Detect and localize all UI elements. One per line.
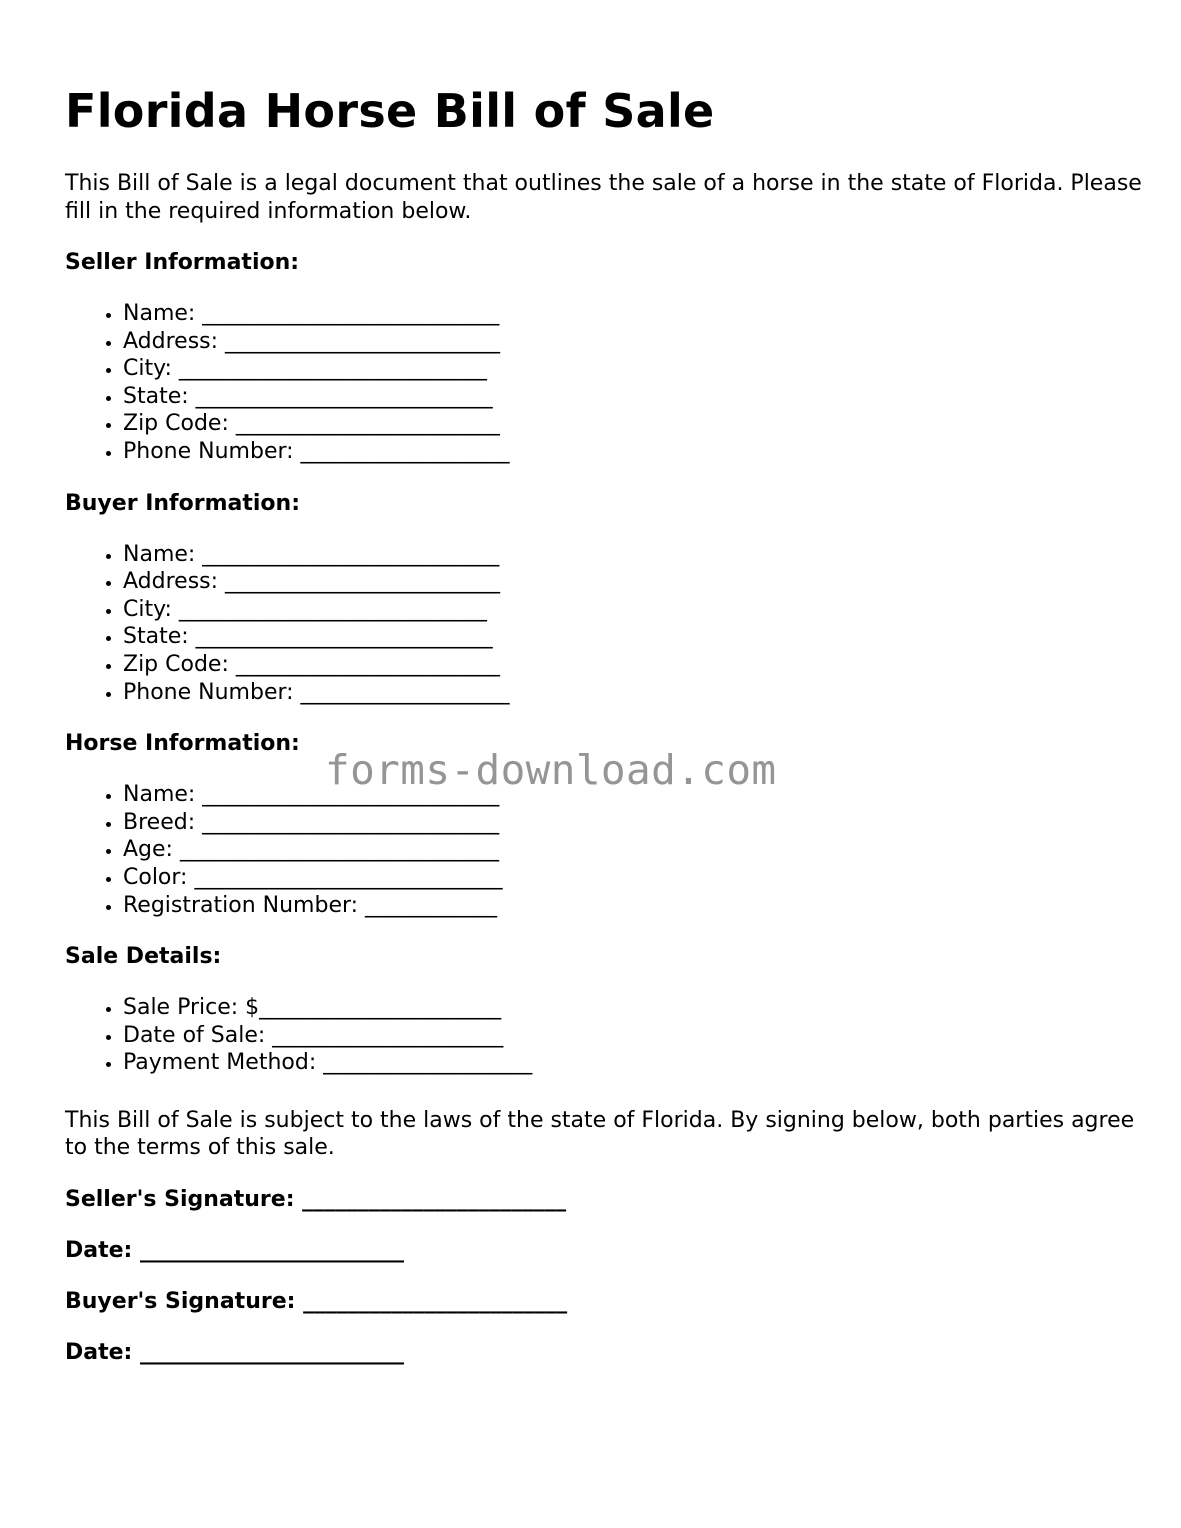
- buyer-address-field: • Address: _________________________: [123, 568, 1145, 596]
- closing-paragraph: This Bill of Sale is subject to the laws of the state of Florida. By signing below, both parties agree to the terms of this sale.: [65, 1107, 1135, 1161]
- seller-heading: Seller Information:: [65, 250, 300, 275]
- horse-heading: Horse Information:: [65, 731, 300, 757]
- sale-price-field: • Sale Price: $______________________: [123, 994, 1145, 1022]
- buyer-signature-line: Buyer's Signature: ________________________: [65, 1288, 568, 1314]
- horse-registration-field: • Registration Number: ____________: [123, 892, 1145, 920]
- horse-age-field: • Age: _____________________________: [123, 836, 1145, 864]
- document-page: [65, 82, 1145, 1366]
- seller-signature-line: Seller's Signature: ________________________: [65, 1186, 567, 1212]
- sale-fields: [65, 994, 1145, 1077]
- buyer-phone-field: • Phone Number: ___________________: [123, 679, 1145, 707]
- buyer-state-field: • State: ___________________________: [123, 623, 1145, 651]
- watermark-text: forms-download.com: [325, 746, 777, 794]
- buyer-name-field: • Name: ___________________________: [123, 541, 1145, 569]
- horse-color-field: • Color: ____________________________: [123, 864, 1145, 892]
- seller-fields: [65, 300, 1145, 466]
- document-title: Florida Horse Bill of Sale: [65, 84, 715, 138]
- buyer-date-line: Date: ________________________: [65, 1339, 405, 1365]
- intro-paragraph: This Bill of Sale is a legal document that outlines the sale of a horse in the state of Florida. Please fill in the required information below.: [65, 171, 1142, 224]
- horse-fields: [65, 781, 1145, 919]
- seller-address-field: • Address: _________________________: [123, 328, 1145, 356]
- seller-phone-field: • Phone Number: ___________________: [123, 438, 1145, 466]
- seller-state-field: • State: ___________________________: [123, 383, 1145, 411]
- buyer-zip-field: • Zip Code: ________________________: [123, 651, 1145, 679]
- buyer-fields: [65, 541, 1145, 707]
- seller-name-field: • Name: ___________________________: [123, 300, 1145, 328]
- sale-date-field: • Date of Sale: _____________________: [123, 1022, 1145, 1050]
- seller-city-field: • City: ____________________________: [123, 355, 1145, 383]
- sale-heading: Sale Details:: [65, 944, 222, 970]
- buyer-city-field: • City: ____________________________: [123, 596, 1145, 624]
- buyer-heading: Buyer Information:: [65, 490, 300, 516]
- seller-date-line: Date: ________________________: [65, 1237, 405, 1263]
- horse-name-field: • Name: ___________________________: [123, 781, 1145, 809]
- payment-method-field: • Payment Method: ___________________: [123, 1049, 1145, 1077]
- seller-zip-field: • Zip Code: ________________________: [123, 410, 1145, 438]
- horse-breed-field: • Breed: ___________________________: [123, 809, 1145, 837]
